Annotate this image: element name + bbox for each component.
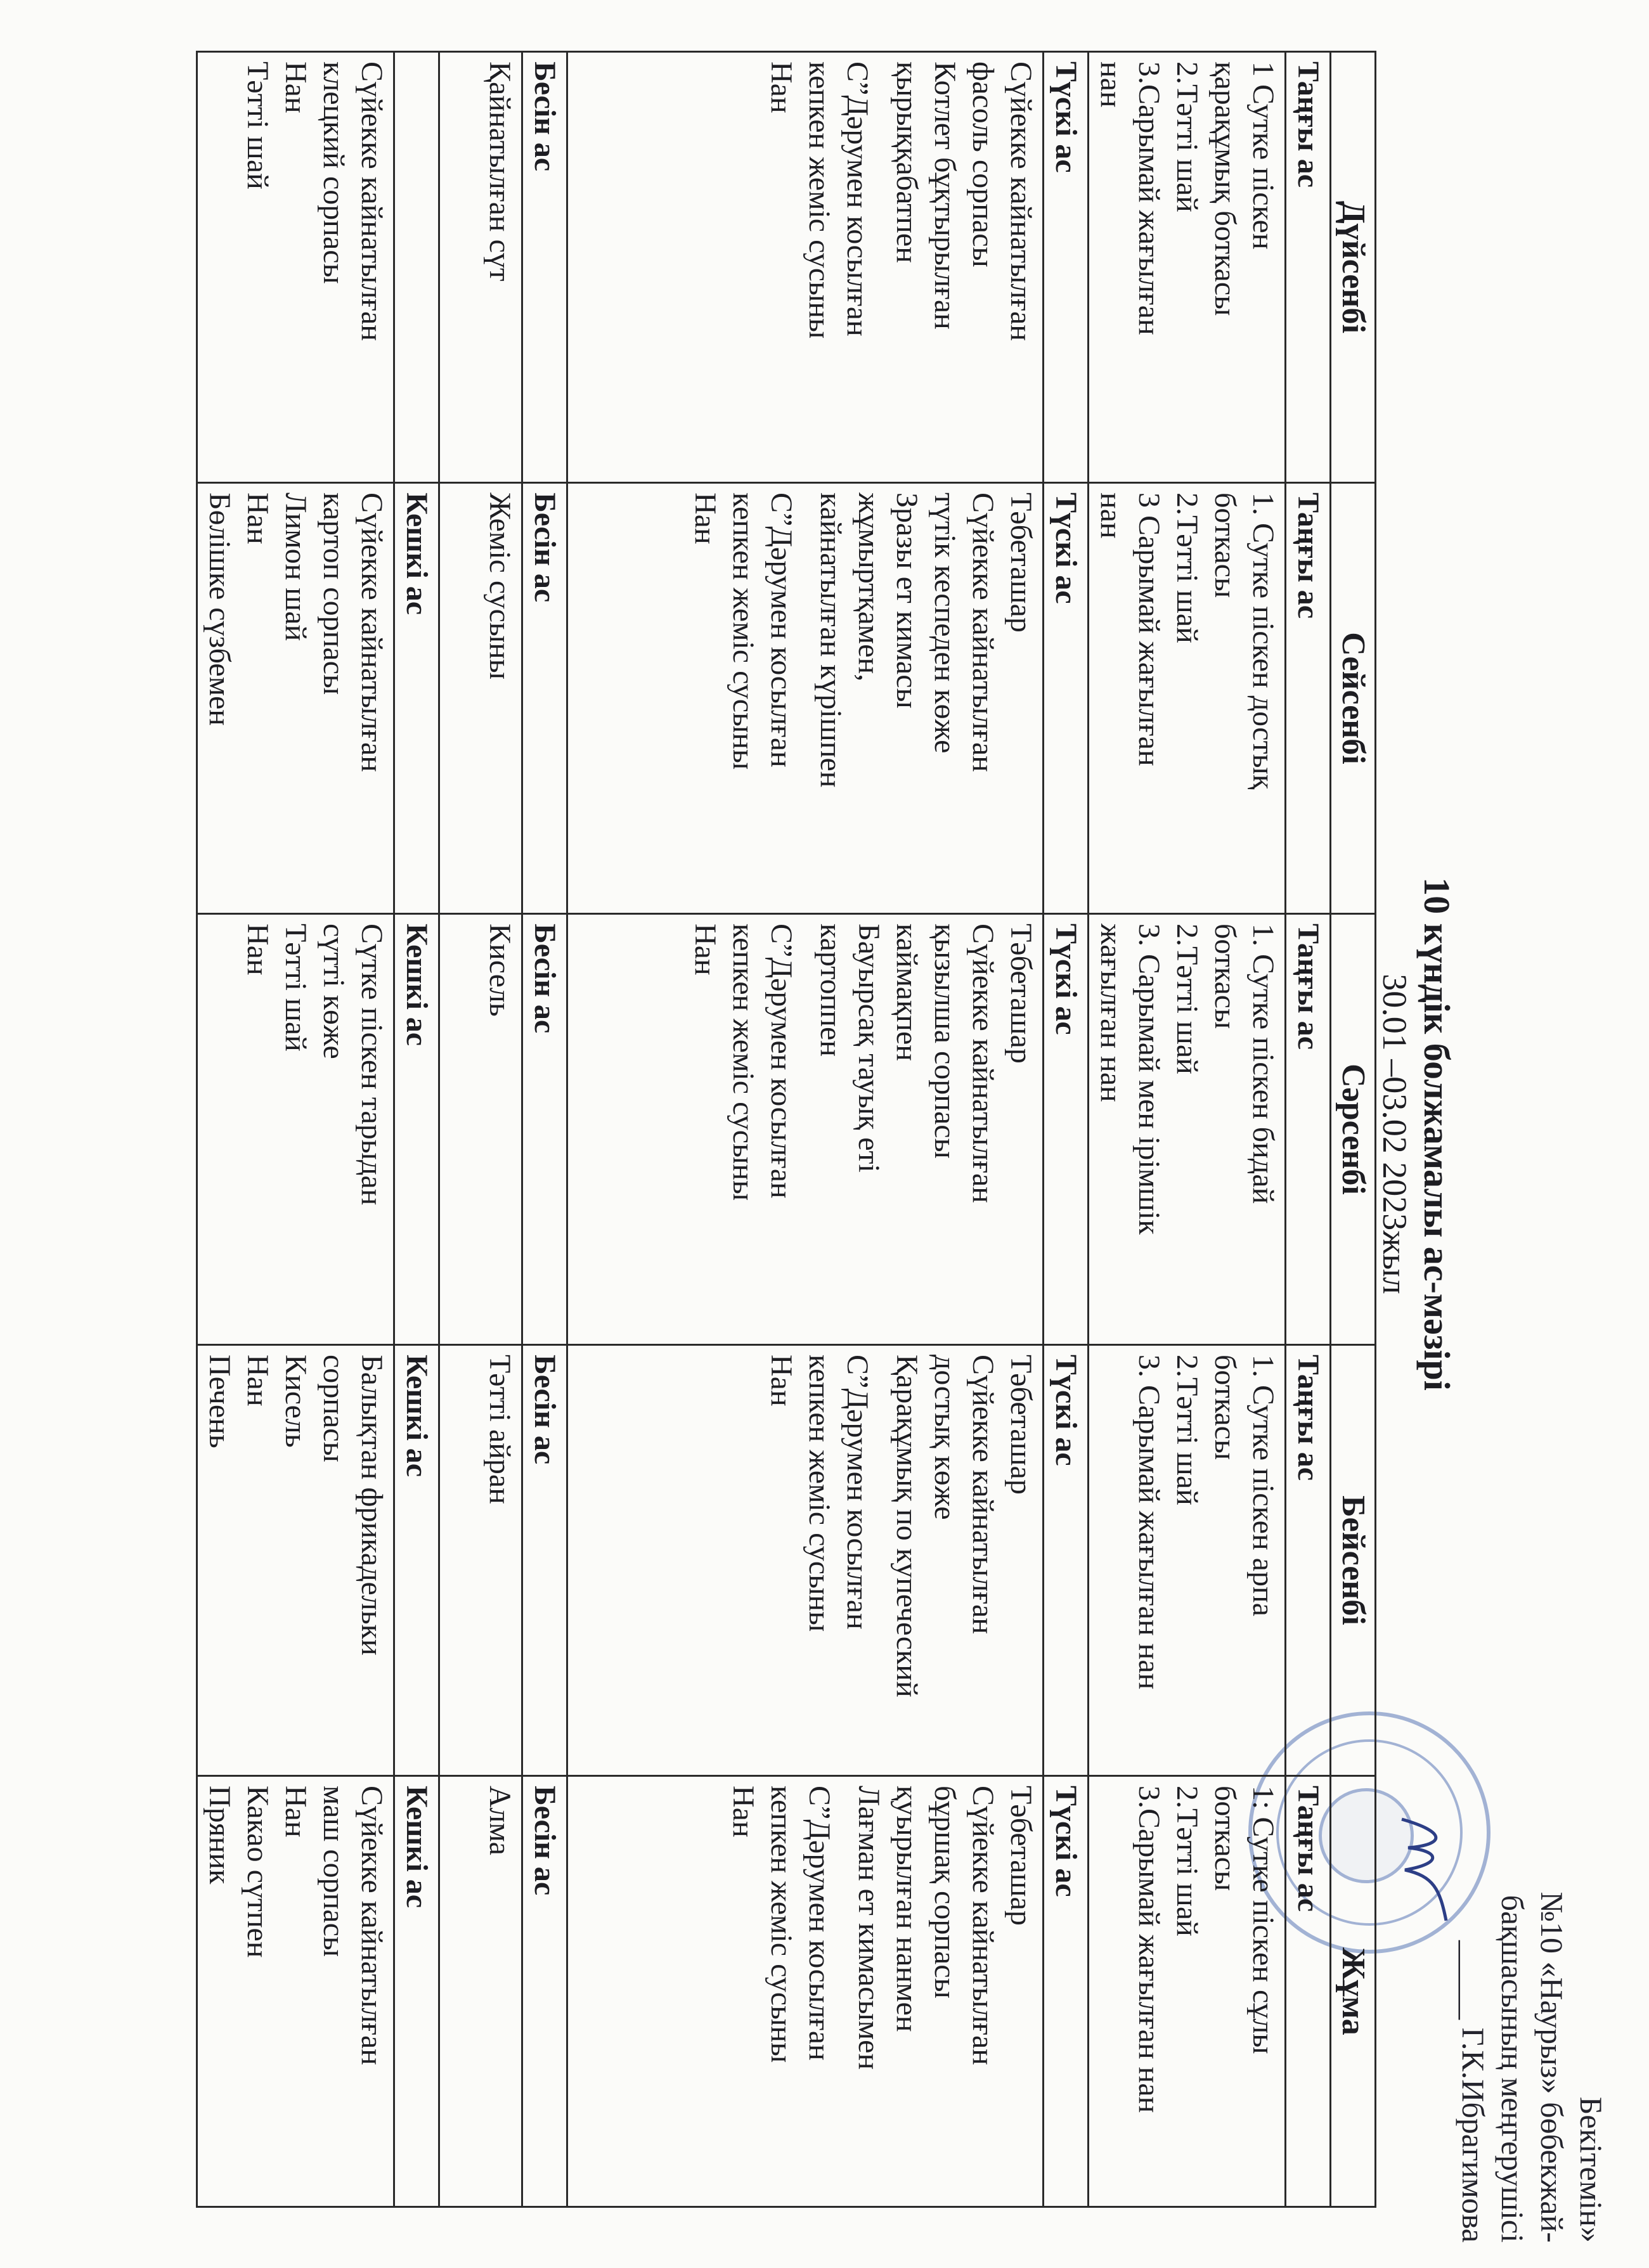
menu-item: Сүйекке кайнатылған (355, 1786, 389, 2065)
snack-cell: Тәтті айран (439, 1345, 522, 1776)
meal-label-snack: Бесін ас (522, 52, 567, 483)
menu-item: 1. Сутке піскен достық (1246, 493, 1280, 790)
menu-item: кепкен жеміс сусыны (803, 1355, 836, 1632)
menu-item: Сүйекке кайнатылған (355, 61, 389, 341)
page-title: 10 күндік болжамалы ас-мәзірі (1416, 877, 1458, 1391)
meal-label-lunch: Түскі ас (1044, 914, 1089, 1345)
menu-item: Нан (765, 61, 798, 113)
meal-label-breakfast: Таңғы ас (1286, 1345, 1331, 1776)
menu-item: қарақұмық боткасы (1208, 61, 1242, 316)
menu-item: 1 Сутке піскен (1246, 61, 1280, 250)
menu-item: сүтті көже (317, 924, 351, 1059)
menu-item: каймақпен (890, 924, 924, 1061)
menu-item: 3. Сарымай жағылған нан (1132, 1355, 1166, 1690)
menu-item: 1. Сутке піскен бидай (1246, 924, 1280, 1204)
menu-item: Бөлішке сүзбемен (203, 493, 236, 726)
menu-item: 2.Тәтті шай (1170, 924, 1204, 1074)
menu-item: Бауырсақ тауық еті (852, 924, 886, 1173)
menu-item: кепкен жеміс сусыны (727, 493, 760, 770)
menu-item: картоп сорпасы (317, 493, 351, 695)
menu-item: Печень (203, 1355, 236, 1448)
day-header-friday: Жұма (1331, 1776, 1376, 2207)
menu-spacer (876, 61, 888, 473)
day-header-wednesday: Сәрсенбі (1331, 914, 1376, 1345)
day-header-thursday: Бейсенбі (1331, 1345, 1376, 1776)
menu-item: бұршақ сорпасы (928, 1786, 962, 1999)
breakfast-cell (1089, 1776, 1286, 2207)
menu-item: Нан (241, 924, 275, 976)
snack-cell: Кисель (439, 914, 522, 1345)
meal-label-breakfast: Таңғы ас (1286, 52, 1331, 483)
menu-spacer (876, 1355, 888, 1766)
menu-item: нан (1094, 493, 1128, 539)
menu-item: Какао сүтпен (241, 1786, 275, 1958)
snack-cell: Қайнатылған сүт (439, 52, 522, 483)
menu-item: достық көже (928, 1355, 962, 1520)
meal-label-lunch: Түскі ас (1044, 1345, 1089, 1776)
menu-spacer (800, 924, 812, 1335)
menu-item: С”Дәрумен косылған (765, 924, 798, 1199)
meal-label-snack: Бесін ас (522, 1776, 567, 2207)
menu-item: 3 Сарымай жағылған (1132, 493, 1166, 766)
lunch-cell (567, 1776, 1044, 2207)
meal-label-dinner-empty (394, 52, 439, 483)
lunch-cell (567, 483, 1044, 914)
approval-line-1: Бекітемін» (1574, 2096, 1609, 2243)
menu-item: боткасы (1208, 493, 1242, 598)
menu-item: Сүйекке кайнатылған (966, 1355, 1000, 1634)
meal-label-snack: Бесін ас (522, 1345, 567, 1776)
menu-item: Нан (689, 493, 722, 544)
menu-item: Лағман ет кимасымен (852, 1786, 886, 2070)
menu-item: Нан (689, 924, 722, 976)
dinner-cell (197, 914, 394, 1345)
lunch-cell (567, 914, 1044, 1345)
breakfast-row (1089, 52, 1286, 2207)
menu-item: кепкен жеміс сусыны (727, 924, 760, 1201)
meal-label-snack: Бесін ас (522, 914, 567, 1345)
menu-item: Тәбеташар (1004, 1355, 1038, 1495)
date-range: 30.01 –03.02 2023жыл (1376, 974, 1414, 1294)
menu-item: Тәбеташар (1004, 493, 1038, 633)
day-header-monday: Дүйсенбі (1331, 52, 1376, 483)
meal-label-lunch: Түскі ас (1044, 1776, 1089, 2207)
menu-item: Лимон шай (279, 493, 313, 641)
snack-cell: Алма (439, 1776, 522, 2207)
menu-item: Қарақұмық по купеческий (890, 1355, 924, 1698)
meal-label-dinner: Кешкі ас (394, 1776, 439, 2207)
dinner-cell (197, 483, 394, 914)
menu-item: Сүйекке кайнатылған (966, 924, 1000, 1203)
menu-spacer (800, 493, 812, 904)
menu-item: сорпасы (317, 1355, 351, 1462)
dinner-cell (197, 1776, 394, 2207)
breakfast-cell (1089, 483, 1286, 914)
menu-item: 3. Сарымай мен ірімшік (1132, 924, 1166, 1235)
menu-item: Сүйекке кайнатылған (966, 1786, 1000, 2065)
menu-item: Зразы ет кимасы (890, 493, 924, 709)
lunch-row (567, 52, 1044, 2207)
menu-item: боткасы (1208, 1355, 1242, 1460)
menu-item: Тәбеташар (1004, 924, 1038, 1064)
menu-item: Тәтті шай (241, 61, 275, 190)
snack-row (439, 52, 522, 2207)
menu-item: түтік кеспеден көже (928, 493, 962, 754)
menu-item: 3.Сарымай жағылған нан (1132, 1786, 1166, 2113)
menu-item: қырыққабатпен (890, 61, 924, 263)
lunch-cell (567, 1345, 1044, 1776)
menu-item: 1: Сутке піскен сұлы (1246, 1786, 1280, 2054)
menu-item: қуырылған нанмен (890, 1786, 924, 2032)
menu-item: жұмыртқамен, (852, 493, 886, 682)
meal-label-lunch: Түскі ас (1044, 483, 1089, 914)
meal-label-snack: Бесін ас (522, 483, 567, 914)
approval-line-2: №10 «Наурыз» бөбекжай- (1534, 1891, 1570, 2243)
dinner-header-row (394, 52, 439, 2207)
menu-item: кайнатылған күрішпен (814, 493, 848, 788)
menu-item: Нан (279, 61, 313, 113)
dinner-cell (197, 1345, 394, 1776)
menu-item: Сүйекке кайнатылған (355, 493, 389, 772)
day-header-tuesday: Сейсенбі (1331, 483, 1376, 914)
menu-item: Тәтті шай (279, 924, 313, 1052)
lunch-header-row (1044, 52, 1089, 2207)
menu-item: 2.Тәтті шай (1170, 1786, 1204, 1936)
dinner-row (197, 52, 394, 2207)
menu-item: Нан (727, 1786, 760, 1838)
meal-label-breakfast: Таңғы ас (1286, 914, 1331, 1345)
menu-item: кепкен жеміс сусыны (803, 61, 836, 339)
menu-item: Балықтан фрикадельки (355, 1355, 389, 1656)
menu-item: Котлет бұқтырылған (928, 61, 962, 330)
menu-item: Пряник (203, 1786, 236, 1885)
menu-item: қызылша сорпасы (928, 924, 962, 1159)
menu-item: Сүтке піскен тарыдан (355, 924, 389, 1206)
menu-item: боткасы (1208, 1786, 1242, 1891)
menu-item: картоппен (814, 924, 848, 1057)
menu-item: Тәбеташар (1004, 1786, 1038, 1926)
snack-cell: Жеміс сусыны (439, 483, 522, 914)
days-header-row (1331, 52, 1376, 2207)
menu-item: С”Дәрумен косылған (841, 1355, 874, 1630)
menu-item: Нан (765, 1355, 798, 1407)
menu-item: С”Дәрумен косылған (841, 61, 874, 337)
menu-spacer (838, 1786, 850, 2197)
menu-item: Нан (279, 1786, 313, 1838)
title-block (1375, 0, 1459, 2268)
meal-label-dinner: Кешкі ас (394, 1345, 439, 1776)
menu-item: клецкий сорпасы (317, 61, 351, 284)
lunch-cell (567, 52, 1044, 483)
menu-item: 2.Тәтті шай (1170, 1355, 1204, 1505)
menu-item: жағылған нан (1094, 924, 1128, 1102)
meal-label-dinner: Кешкі ас (394, 914, 439, 1345)
meal-label-breakfast: Таңғы ас (1286, 1776, 1331, 2207)
dinner-cell (197, 52, 394, 483)
menu-item: 2.Тәтті шай (1170, 493, 1204, 643)
menu-item: Сүйекке кайнатылған (966, 493, 1000, 772)
breakfast-cell (1089, 914, 1286, 1345)
menu-item: С”Дәрумен косылған (803, 1786, 836, 2061)
menu-table (196, 51, 1376, 2208)
menu-item: 3.Сарымай жағылған (1132, 61, 1166, 335)
menu-item: 1. Сутке піскен арпа (1246, 1355, 1280, 1616)
meal-label-dinner: Кешкі ас (394, 483, 439, 914)
menu-item: фасоль сорпасы (966, 61, 1000, 267)
meal-label-breakfast: Таңғы ас (1286, 483, 1331, 914)
snack-header-row (522, 52, 567, 2207)
breakfast-cell (1089, 52, 1286, 483)
menu-item: маш сорпасы (317, 1786, 351, 1957)
menu-item: Нан (241, 1355, 275, 1407)
menu-item: Сүйекке кайнатылған (1004, 61, 1038, 341)
menu-item: боткасы (1208, 924, 1242, 1029)
menu-item: С”Дәрумен косылған (765, 493, 798, 768)
menu-item: Кисель (279, 1355, 313, 1448)
breakfast-cell (1089, 1345, 1286, 1776)
breakfast-header-row (1286, 52, 1331, 2207)
menu-item: Нан (241, 493, 275, 544)
approval-line-4: _____ Г.К.Ибрагимова (1456, 1940, 1491, 2243)
menu-item: нан (1094, 61, 1128, 108)
meal-label-lunch: Түскі ас (1044, 52, 1089, 483)
menu-item: кепкен жеміс сусыны (765, 1786, 798, 2063)
menu-item: 2.Тәтті шай (1170, 61, 1204, 212)
approval-line-3: бақшасының меңгерушісі (1495, 1895, 1530, 2243)
